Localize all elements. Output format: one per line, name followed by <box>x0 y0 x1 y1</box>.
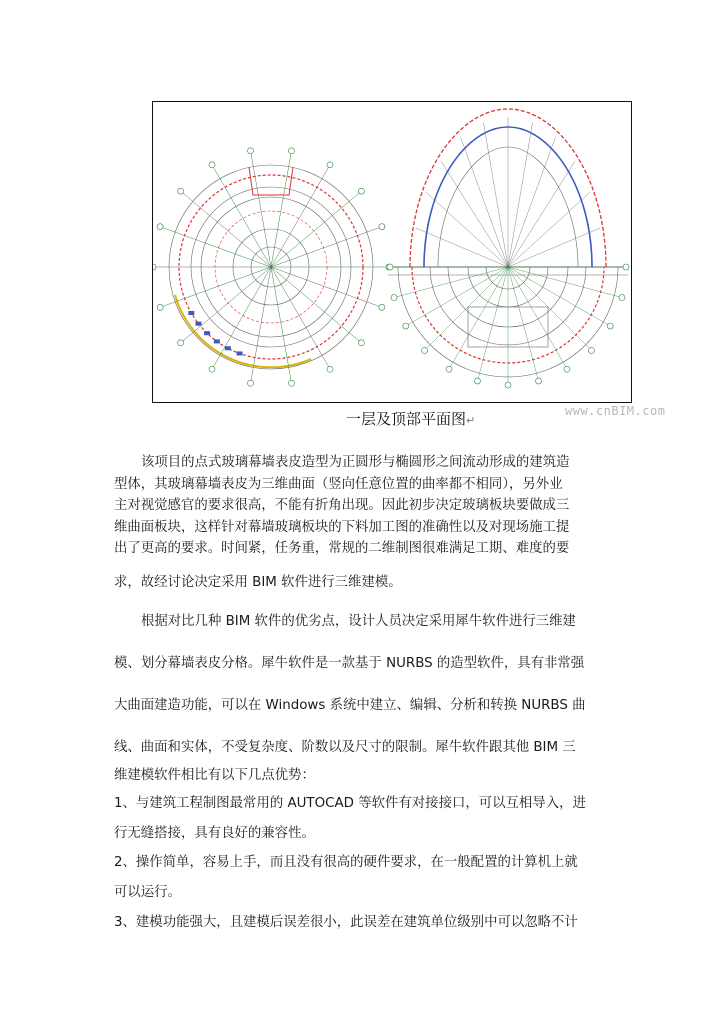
grid-axis-bubble <box>564 366 570 372</box>
grid-axis-bubble <box>358 188 364 194</box>
grid-axis-bubble <box>288 380 294 386</box>
grid-axis-bubble <box>153 264 156 270</box>
paragraph-line: 该项目的点式玻璃幕墙表皮造型为正圆形与椭圆形之间流动形成的建筑造 <box>141 455 570 470</box>
grid-axis-bubble <box>607 323 613 329</box>
list-item: 2、操作简单，容易上手，而且没有很高的硬件要求，在一般配置的计算机上就 <box>114 855 578 870</box>
paragraph-line: 模、划分幕墙表皮分格。犀牛软件是一款基于 NURBS 的造型软件，具有非常强 <box>114 656 585 671</box>
grid-axis-bubble <box>422 347 428 353</box>
grid-axis-bubble <box>379 304 385 310</box>
radial-grid-line <box>508 161 575 267</box>
radial-grid-line <box>425 267 508 350</box>
radial-grid-line <box>181 191 271 267</box>
ground-floor-plan <box>153 148 392 386</box>
radial-grid-line <box>271 267 361 343</box>
grid-axis-bubble <box>178 188 184 194</box>
list-item: 1、与建筑工程制图最常用的 AUTOCAD 等软件有对接接口，可以互相导入，进 <box>114 796 586 811</box>
radial-grid-line <box>508 228 600 267</box>
grid-axis-bubble <box>387 264 393 270</box>
radial-grid-line <box>508 267 591 350</box>
wall-segment <box>196 322 202 326</box>
grid-axis-bubble <box>619 295 625 301</box>
floor-plan-drawing <box>153 102 632 403</box>
floor-plan-figure <box>152 101 632 403</box>
radial-grid-line <box>441 161 508 267</box>
radial-grid-line <box>449 267 508 369</box>
radial-grid-line <box>461 137 509 267</box>
wall-segment <box>225 346 231 350</box>
grid-axis-bubble <box>288 148 294 154</box>
return-mark: ↵ <box>466 414 476 427</box>
radial-grid-line <box>508 267 539 381</box>
grid-axis-bubble <box>327 162 333 168</box>
radial-grid-line <box>508 267 622 298</box>
radial-grid-line <box>483 122 508 267</box>
grid-axis-bubble <box>209 366 215 372</box>
radial-grid-line <box>477 267 508 381</box>
figure-caption <box>346 408 475 429</box>
paragraph-line: 维曲面板块，这样针对幕墙玻璃板块的下料加工图的准确性以及对现场施工提 <box>114 519 570 535</box>
watermark: www.cnBIM.com <box>565 404 666 418</box>
paragraph-line: 线、曲面和实体，不受复杂度、阶数以及尺寸的限制。犀牛软件跟其他 BIM 三 <box>114 740 576 755</box>
wall-segment <box>214 339 220 343</box>
paragraph-line: 主对视觉感官的要求很高，不能有折角出现。因此初步决定玻璃板块要做成三 <box>114 498 570 514</box>
top-floor-plan <box>387 109 629 388</box>
paragraph-line: 行无缝搭接，具有良好的兼容性。 <box>114 826 315 841</box>
radial-grid-line <box>181 267 271 343</box>
radial-grid-line <box>271 191 361 267</box>
radial-grid-line <box>508 122 533 267</box>
grid-axis-bubble <box>327 366 333 372</box>
grid-axis-bubble <box>178 340 184 346</box>
wall-segment <box>204 331 210 335</box>
grid-axis-bubble <box>248 148 254 154</box>
paragraph-line: 型体，其玻璃幕墙表皮为三维曲面（竖向任意位置的曲率都不相同），另外业 <box>114 476 563 492</box>
paragraph-2 <box>114 612 614 943</box>
paragraph-line: 出了更高的要求。时间紧，任务重，常规的二维制图很难满足工期、难度的要 <box>114 541 570 557</box>
radial-grid-line <box>508 137 556 267</box>
grid-axis-bubble <box>403 323 409 329</box>
radial-grid-line <box>394 267 508 298</box>
wall-segment <box>237 351 243 355</box>
list-item: 3、建模功能强大，且建模后误差很小，此误差在建筑单位级别中可以忽略不计 <box>114 915 578 930</box>
paragraph-line: 求，故经讨论决定采用 BIM 软件进行三维建模。 <box>114 574 402 590</box>
grid-axis-bubble <box>248 380 254 386</box>
wall-segment <box>188 311 194 315</box>
grid-axis-bubble <box>505 382 511 388</box>
grid-axis-bubble <box>536 378 542 384</box>
paragraph-line: 根据对比几种 BIM 软件的优劣点，设计人员决定采用犀牛软件进行三维建 <box>141 614 576 629</box>
grid-axis-bubble <box>474 378 480 384</box>
radial-grid-line <box>508 267 567 369</box>
paragraph-line: 大曲面建造功能，可以在 Windows 系统中建立、编辑、分析和转换 NURBS 曲 <box>114 698 586 713</box>
figure-caption-text: 一层及顶部平面图 <box>346 410 467 428</box>
grid-axis-bubble <box>209 162 215 168</box>
grid-axis-bubble <box>157 304 163 310</box>
grid-axis-bubble <box>157 224 163 230</box>
paragraph-line: 维建模软件相比有以下几点优势： <box>114 768 315 783</box>
paragraph-line: 可以运行。 <box>114 885 181 900</box>
grid-axis-bubble <box>358 340 364 346</box>
radial-grid-line <box>406 267 508 326</box>
grid-axis-bubble <box>623 264 629 270</box>
paragraph-1 <box>114 452 614 594</box>
grid-axis-bubble <box>391 295 397 301</box>
radial-grid-line <box>508 267 610 326</box>
radial-grid-line <box>416 228 508 267</box>
grid-axis-bubble <box>588 347 594 353</box>
grid-axis-bubble <box>446 366 452 372</box>
grid-axis-bubble <box>379 224 385 230</box>
